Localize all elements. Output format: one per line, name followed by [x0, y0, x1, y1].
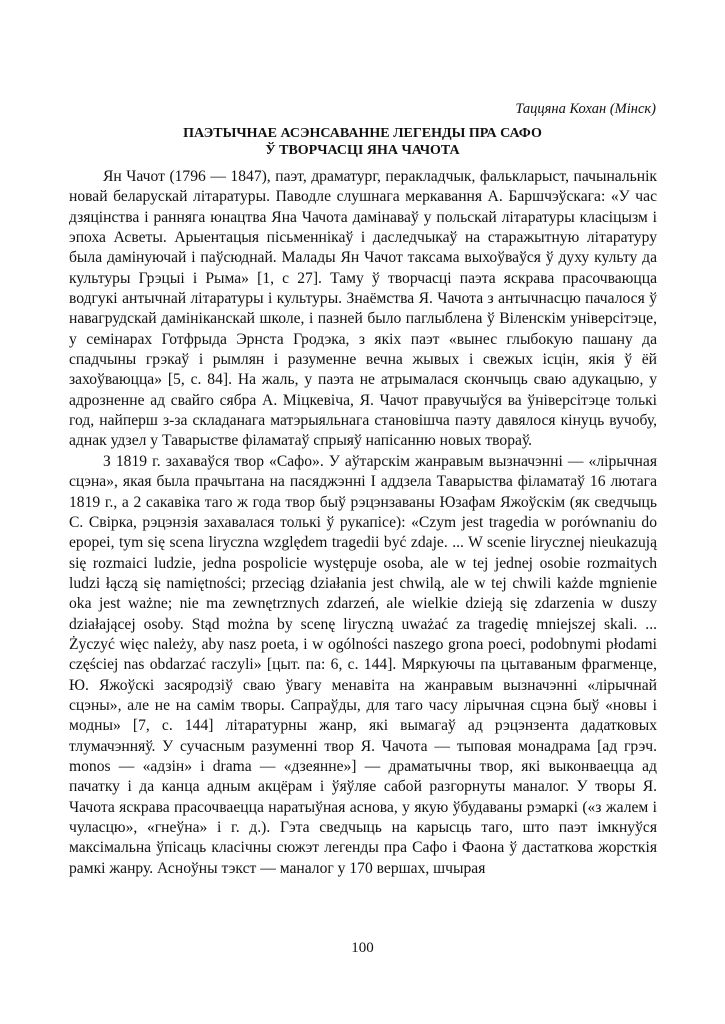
title-line-1: ПАЭТЫЧНАЕ АСЭНСАВАННЕ ЛЕГЕНДЫ ПРА САФО — [183, 126, 542, 141]
author-line: Таццяна Кохан (Мінск) — [515, 101, 656, 117]
page-number: 100 — [351, 940, 374, 956]
title-line-2: Ў ТВОРЧАСЦІ ЯНА ЧАЧОТА — [265, 143, 460, 158]
paragraph-2: З 1819 г. захаваўся твор «Сафо». У аўтарскім жанравым вызначэнні — «лірычная сцэна», якая была прачытана на пасяджэнні I аддзела Таварыства філаматаў 16 лютага 1819 г., а 2 сакавіка таго ж года твор быў рэцэнзаваны Юзафам Яжоўскім (як сведчыць С. Свірка, рэцэнзія захавалася толькі ў рукапісе): «Czym jest tragedia w porównaniu do epopei, tym się scena liryczna względem tragedii być zdaje. ... W scenie lirycznej nieukazują się rozmaici ludzie, jedna pospolicie występuje osoba, ale w tej jednej osobie rozmaitych ludzi łączą się namiętności; przeciąg działania jest chwilą, ale w tej chwili każde mgnienie oka jest ważne; nie ma zewnętrznych zdarzeń, ale wielkie dzieją się zdarzenia w duszy działającej osoby. Stąd można by scenę liryczną uważać za tragedię mniejszej skali. ... Życzyć więc należy, aby nasz poeta, i w ogólności naszego grona poeci, podobnymi płodami częściej nas obdarzać raczyli» [цыт. па: 6, с. 144]. Мяркуючы па цытаваным фрагменце, Ю. Яжоўскі засяродзіў сваю ўвагу менавіта на жанравым вызначэнні «лірычнай сцэны», але не на самім творы. Сапраўды, для таго часу лірычная сцэна быў «новы і модны» [7, с. 144] літаратурны жанр, які вымагаў ад рэцэнзента дадатковых тлумачэнняў. У сучасным разуменні твор Я. Чачота — тыповая монадрама [ад грэч. monos — «адзін» і drama — «дзеянне»] — драматычны твор, які выконваецца ад пачатку і да канца адным акцёрам і ўяўляе сабой разгорнуты маналог. У творы Я. Чачота яскрава прасочваецца наратыўная аснова, у якую ўбудаваны рэмаркі («з жалем і чуласцю», «гнеўна» і г. д.). Гэта сведчыць на карысць таго, што паэт імкнуўся максімальна ўпісаць класічны сюжэт легенды пра Сафо і Фаона ў дастаткова жорсткія рамкі жанру. Асноўны тэкст — маналог у 170 вершах, шчырая — [69, 452, 657, 877]
article-title — [0, 125, 725, 159]
article-body — [69, 167, 657, 879]
paragraph-1: Ян Чачот (1796 — 1847), паэт, драматург, перакладчык, фалькларыст, пачынальнік новай беларускай літаратуры. Паводле слушнага меркавання А. Баршчэўскага: «У час дзяцінства і ранняга юнацтва Яна Чачота дамінаваў у польскай літаратуры класіцызм і эпоха Асветы. Арыентацыя пісьменнікаў і даследчыкаў на старажытную літаратуру была дамінуючай і паўсюднай. Малады Ян Чачот таксама выхоўваўся ў духу культу да культуры Грэцыі і Рыма» [1, с 27]. Таму ў творчасці паэта яскрава прасочваюцца водгукі антычнай літаратуры і культуры. Знаёмства Я. Чачота з антычнасцю пачалося ў навагрудскай дамініканскай школе, і пазней было паглыблена ў Віленскім універсітэце, у семінарах Готфрыда Эрнста Гродэка, з якіх паэт «вынес глыбокую пашану да спадчыны грэкаў і рымлян і разуменне вечна жывых і свежых ісцін, якія ў ёй захоўваюцца» [5, с. 84]. На жаль, у паэта не атрымалася скончыць сваю адукацыю, у адрозненне ад свайго сябра А. Міцкевіча, Я. Чачот правучыўся ва ўніверсітэце толькі год, найперш з-за складанага матэрыяльнага становішча паэту давялося кінуць вучобу, аднак удзел у Таварыстве філаматаў спрыяў напісанню новых твораў. — [69, 168, 657, 450]
